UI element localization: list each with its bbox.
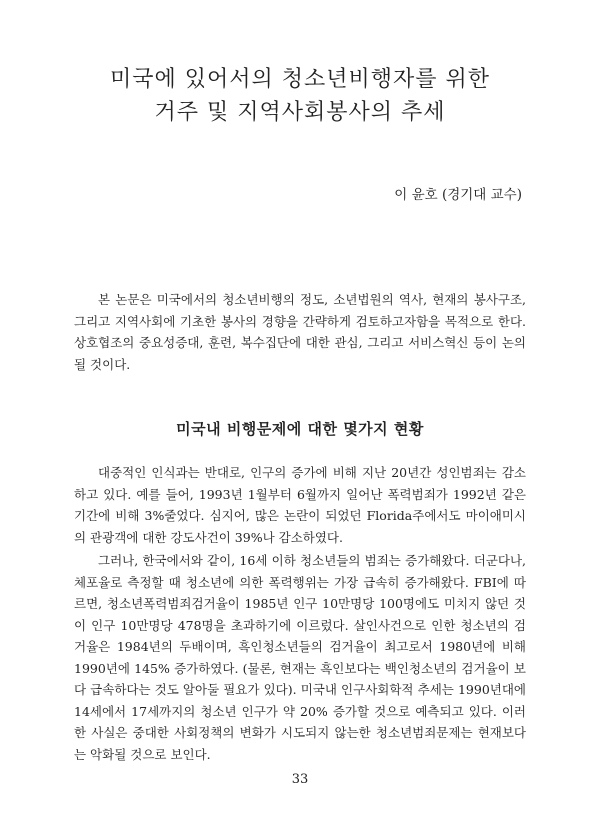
paper-title-line-2: 거주 및 지역사회봉사의 추세	[154, 100, 446, 125]
author-byline: 이 윤호 (경기대 교수)	[394, 187, 522, 203]
abstract-paragraph: 본 논문은 미국에서의 청소년비행의 정도, 소년법원의 역사, 현재의 봉사구조, 그리고 지역사회에 기초한 봉사의 경향을 간략하게 검토하고자함을 목적으로 한다. 상호협조의 중요성증대, 훈련, 복수집단에 대한 관심, 그리고 서비스혁신 등이 논의될 것이다.	[74, 292, 526, 372]
body-paragraph-1: 대중적인 인식과는 반대로, 인구의 증가에 비해 지난 20년간 성인범죄는 감소하고 있다. 예를 들어, 1993년 1월부터 6월까지 일어난 폭력범죄가 1992년 같은 기간에 비해 3%줄었다. 심지어, 많은 논란이 되었던 Florida주에서도 마이애미시의 관광객에 대한 강도사건이 39%나 감소하였다.	[74, 465, 526, 545]
page-number: 33	[291, 772, 309, 787]
section-heading: 미국내 비행문제에 대한 몇가지 현황	[176, 420, 424, 438]
paper-title-line-1: 미국에 있어서의 청소년비행자를 위한	[109, 67, 490, 92]
body-paragraph-2: 그러나, 한국에서와 같이, 16세 이하 청소년들의 범죄는 증가해왔다. 더군다나, 체포율로 측정할 때 청소년에 의한 폭력행위는 가장 급속히 증가해왔다. FBI에 따르면, 청소년폭력범죄검거율이 1985년 인구 10만명당 100명에도 미치지 않던 것이 인구 10만명당 478명을 초과하기에 이르렀다. 살인사건으로 인한 청소년의 검거율은 1984년의 두배이며, 흑인청소년들의 검거율이 최고로서 1980년에 비해 1990년에 145% 증가하였다. (물론, 현재는 흑인보다는 백인청소년의 검거율이 보다 급속하다는 것도 알아둘 필요가 있다). 미국내 인구사회학적 추세는 1990년대에 14세에서 17세까지의 청소년 인구가 약 20% 증가할 것으로 예측되고 있다. 이러한 사실은 중대한 사회정책의 변화가 시도되지 않는한 청소년범죄문제는 현재보다는 악화될 것으로 보인다.	[74, 553, 526, 762]
